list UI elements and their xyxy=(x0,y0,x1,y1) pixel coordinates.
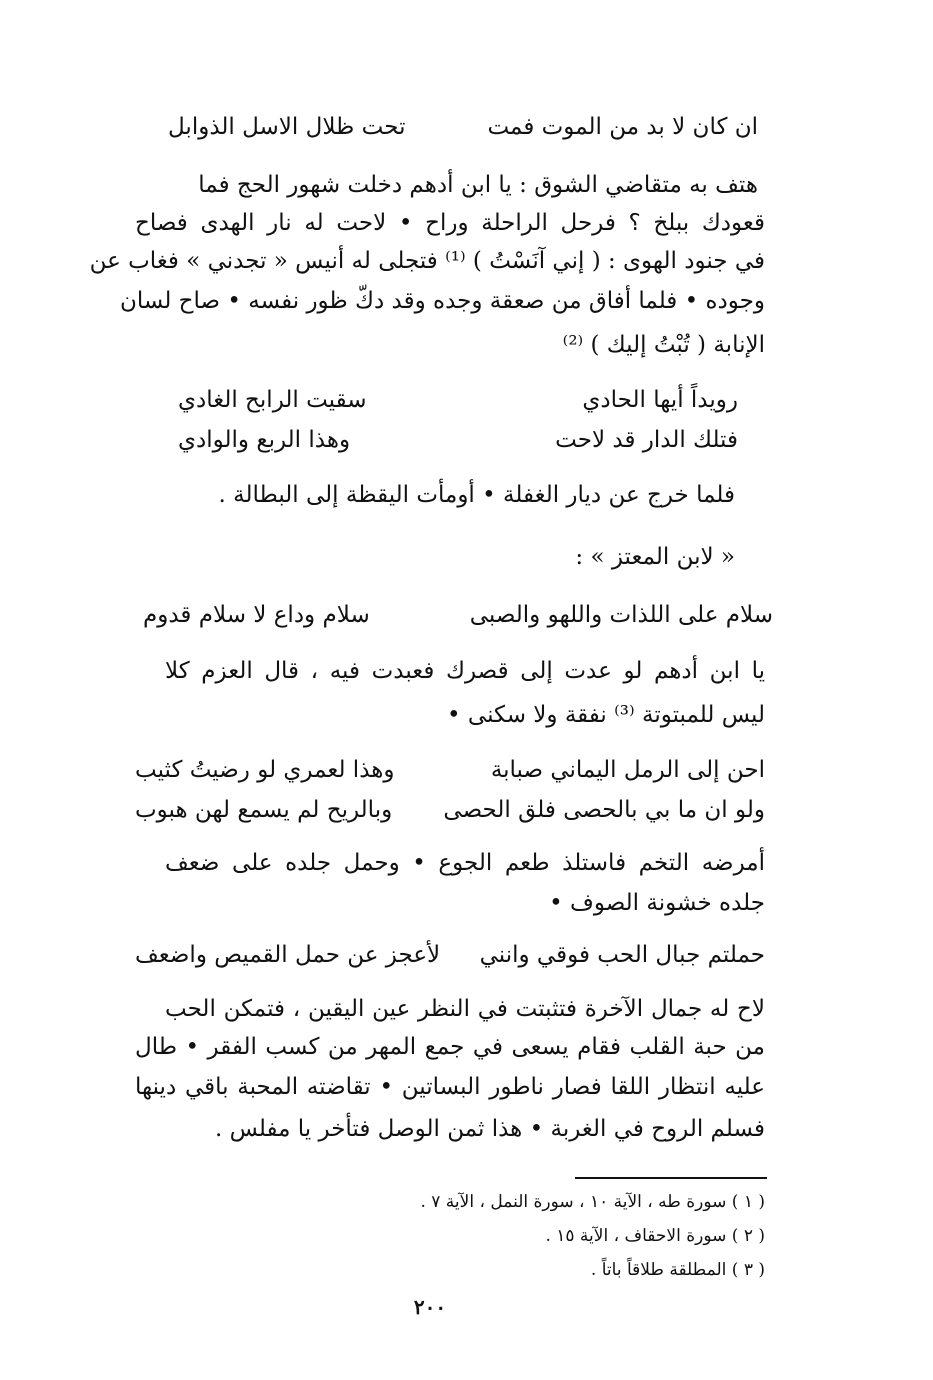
paragraph-line: فلما خرج عن ديار الغفلة • أومأت اليقظة إلى البطالة . xyxy=(218,482,735,508)
footnote: ( ٣ ) المطلقة طلاقاً باتاً . xyxy=(590,1260,765,1280)
footnote-divider xyxy=(575,1177,767,1179)
paragraph-line: يا ابن أدهم لو عدت إلى قصرك فعبدت فيه ، قال العزم كلا xyxy=(165,658,765,684)
verse-hemistich-left: سلام وداع لا سلام قدوم xyxy=(143,602,370,628)
verse-line xyxy=(135,940,765,970)
verse-line xyxy=(135,795,765,825)
verse-line xyxy=(143,600,773,630)
verse-hemistich-right: رويداً أيها الحادي xyxy=(582,387,738,413)
paragraph-line: جلده خشونة الصوف • xyxy=(549,890,765,916)
verse-hemistich-left: لأعجز عن حمل القميص واضعف xyxy=(135,942,441,968)
verse-line xyxy=(168,112,758,142)
paragraph-line: في جنود الهوى : ( إني آنَسْتُ ) ⁽¹⁾ فتجلى له أنيس « تجدني » فغاب عن xyxy=(89,248,765,274)
footnote: ( ٢ ) سورة الاحقاف ، الآية ١٥ . xyxy=(545,1226,765,1246)
footnote: ( ١ ) سورة طه ، الآية ١٠ ، سورة النمل ، الآية ٧ . xyxy=(420,1192,765,1212)
verse-hemistich-left: وبالريح لم يسمع لهن هبوب xyxy=(135,797,393,823)
verse-hemistich-left: وهذا الربع والوادي xyxy=(178,427,351,453)
paragraph-line: قعودك ببلخ ؟ فرحل الراحلة وراح • لاحت له نار الهدى فصاح xyxy=(135,210,765,236)
verse-hemistich-right: ولو ان ما بي بالحصى فلق الحصى xyxy=(443,797,765,823)
verse-hemistich-right: احن إلى الرمل اليماني صبابة xyxy=(490,757,765,783)
verse-line xyxy=(178,385,738,415)
verse-hemistich-left: وهذا لعمري لو رضيتُ كثيب xyxy=(135,757,395,783)
verse-hemistich-right: فتلك الدار قد لاحت xyxy=(555,427,738,453)
verse-line xyxy=(135,755,765,785)
verse-hemistich-left: تحت ظلال الاسل الذوابل xyxy=(168,114,406,140)
paragraph-line: لاح له جمال الآخرة فتثبتت في النظر عين اليقين ، فتمكن الحب xyxy=(165,996,765,1022)
verse-hemistich-left: سقيت الرابح الغادي xyxy=(178,387,367,413)
paragraph-line: أمرضه التخم فاستلذ طعم الجوع • وحمل جلده على ضعف xyxy=(165,850,765,876)
verse-line xyxy=(178,425,738,455)
paragraph-line: فسلم الروح في الغربة • هذا ثمن الوصل فتأخر يا مفلس . xyxy=(214,1116,765,1142)
paragraph-line: هتف به متقاضي الشوق : يا ابن أدهم دخلت شهور الحج فما xyxy=(198,172,758,198)
verse-hemistich-right: حملتم جبال الحب فوقي وانني xyxy=(479,942,765,968)
page-number: ٢٠٠ xyxy=(413,1295,447,1319)
section-heading: « لابن المعتز » : xyxy=(575,544,735,570)
paragraph-line: عليه انتظار اللقا فصار ناطور البساتين • تقاضته المحبة باقي دينها xyxy=(135,1074,765,1100)
verse-hemistich-right: سلام على اللذات واللهو والصبى xyxy=(469,602,773,628)
verse-hemistich-right: ان كان لا بد من الموت فمت xyxy=(487,114,758,140)
paragraph-line: ليس للمبتوتة ⁽³⁾ نفقة ولا سكنى • xyxy=(447,702,765,728)
paragraph-line: وجوده • فلما أفاق من صعقة وجده وقد دكّ ظور نفسه • صاح لسان xyxy=(119,288,765,314)
paragraph-line: من حبة القلب فقام يسعى في جمع المهر من كسب الفقر • طال xyxy=(135,1034,765,1060)
paragraph-line: الإنابة ( تُبْتُ إليك ) ⁽²⁾ xyxy=(562,332,765,358)
